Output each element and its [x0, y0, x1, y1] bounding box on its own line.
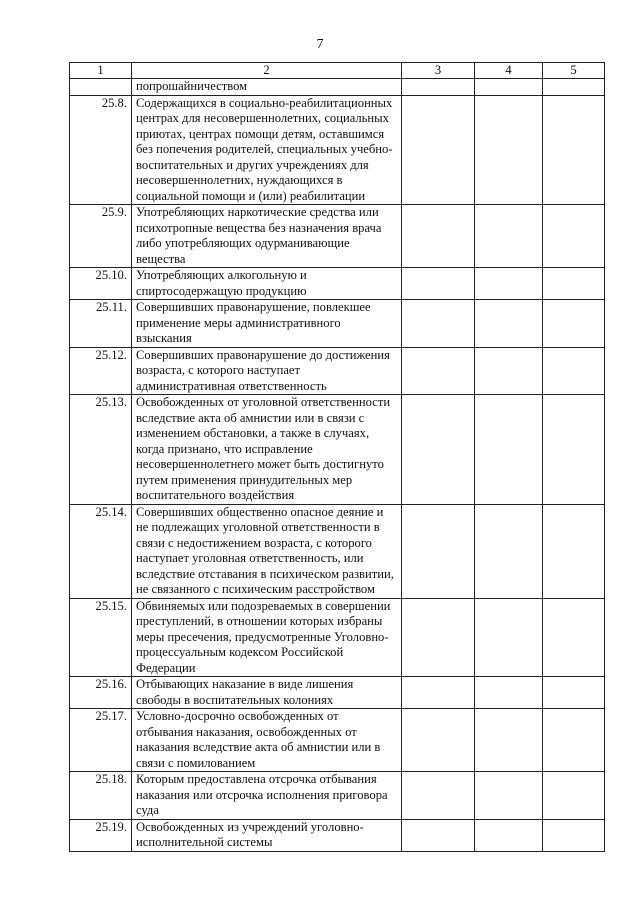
row-description-cell: Условно-досрочно освобожденных от отбывания наказания, освобожденных от наказания вследствие акта об амнистии или в связи с помилованием: [132, 709, 402, 772]
column-4-cell: [475, 395, 543, 505]
column-4-cell: [475, 598, 543, 677]
table-row: [70, 819, 605, 851]
row-description-cell: Которым предоставлена отсрочка отбывания наказания или отсрочка исполнения приговора суда: [132, 772, 402, 820]
table-row: [70, 598, 605, 677]
column-4-cell: [475, 205, 543, 268]
row-number-cell: 25.19.: [70, 819, 132, 851]
column-header: 4: [475, 63, 543, 79]
column-3-cell: [402, 300, 475, 348]
table-row: [70, 268, 605, 300]
row-number-cell: 25.16.: [70, 677, 132, 709]
table-row: [70, 205, 605, 268]
row-number-cell: 25.17.: [70, 709, 132, 772]
table-row: [70, 347, 605, 395]
row-number-cell: [70, 79, 132, 96]
column-4-cell: [475, 300, 543, 348]
column-3-cell: [402, 819, 475, 851]
row-description-cell: Освобожденных из учреждений уголовно-исполнительной системы: [132, 819, 402, 851]
column-header: 5: [543, 63, 605, 79]
report-table: [69, 62, 605, 852]
row-number-cell: 25.9.: [70, 205, 132, 268]
row-number-cell: 25.18.: [70, 772, 132, 820]
column-3-cell: [402, 504, 475, 598]
row-number-cell: 25.11.: [70, 300, 132, 348]
column-3-cell: [402, 598, 475, 677]
column-header: 3: [402, 63, 475, 79]
page-number: 7: [316, 37, 324, 52]
column-5-cell: [543, 504, 605, 598]
column-3-cell: [402, 709, 475, 772]
row-number-cell: 25.8.: [70, 95, 132, 205]
column-4-cell: [475, 677, 543, 709]
row-description-cell: Совершивших правонарушение до достижения возраста, с которого наступает административная ответственность: [132, 347, 402, 395]
row-description-cell: попрошайничеством: [132, 79, 402, 96]
column-5-cell: [543, 772, 605, 820]
table-row: [70, 677, 605, 709]
table-row: [70, 395, 605, 505]
column-4-cell: [475, 79, 543, 96]
row-number-cell: 25.13.: [70, 395, 132, 505]
table-row: [70, 300, 605, 348]
row-description-cell: Употребляющих алкогольную и спиртосодержащую продукцию: [132, 268, 402, 300]
column-3-cell: [402, 79, 475, 96]
row-description-cell: Употребляющих наркотические средства или психотропные вещества без назначения врача либо употребляющих одурманивающие вещества: [132, 205, 402, 268]
column-5-cell: [543, 819, 605, 851]
column-4-cell: [475, 268, 543, 300]
column-header: 2: [132, 63, 402, 79]
column-4-cell: [475, 504, 543, 598]
column-3-cell: [402, 347, 475, 395]
column-5-cell: [543, 709, 605, 772]
column-5-cell: [543, 395, 605, 505]
column-5-cell: [543, 347, 605, 395]
table-row: [70, 772, 605, 820]
table-row: [70, 95, 605, 205]
table-row: [70, 504, 605, 598]
column-5-cell: [543, 598, 605, 677]
column-5-cell: [543, 677, 605, 709]
column-5-cell: [543, 268, 605, 300]
row-description-cell: Совершивших правонарушение, повлекшее применение меры административного взыскания: [132, 300, 402, 348]
column-5-cell: [543, 79, 605, 96]
row-number-cell: 25.12.: [70, 347, 132, 395]
column-5-cell: [543, 300, 605, 348]
header-row: [70, 63, 605, 79]
column-3-cell: [402, 772, 475, 820]
table-row: [70, 709, 605, 772]
row-description-cell: Совершивших общественно опасное деяние и не подлежащих уголовной ответственности в связи с недостижением возраста, с которого наступает уголовная ответственность, или вследствие отставания в психическом развитии, не связанного с психическим расстройством: [132, 504, 402, 598]
table-row: [70, 79, 605, 96]
row-number-cell: 25.10.: [70, 268, 132, 300]
row-description-cell: Освобожденных от уголовной ответственности вследствие акта об амнистии или в связи с изменением обстановки, а также в случаях, когда признано, что исправление несовершеннолетнего может быть достигнуто путем применения принудительных мер воспитательного воздействия: [132, 395, 402, 505]
column-3-cell: [402, 205, 475, 268]
column-3-cell: [402, 395, 475, 505]
column-4-cell: [475, 709, 543, 772]
column-3-cell: [402, 95, 475, 205]
column-4-cell: [475, 347, 543, 395]
row-description-cell: Отбывающих наказание в виде лишения свободы в воспитательных колониях: [132, 677, 402, 709]
row-description-cell: Обвиняемых или подозреваемых в совершении преступлений, в отношении которых избраны меры пресечения, предусмотренные Уголовно-процессуальным кодексом Российской Федерации: [132, 598, 402, 677]
column-5-cell: [543, 95, 605, 205]
column-header: 1: [70, 63, 132, 79]
row-description-cell: Содержащихся в социально-реабилитационных центрах для несовершеннолетних, социальных приютах, центрах помощи детям, оставшимся без попечения родителей, специальных учебно-воспитательных и других учреждениях для несовершеннолетних, нуждающихся в социальной помощи и (или) реабилитации: [132, 95, 402, 205]
column-3-cell: [402, 677, 475, 709]
row-number-cell: 25.14.: [70, 504, 132, 598]
column-5-cell: [543, 205, 605, 268]
column-3-cell: [402, 268, 475, 300]
row-number-cell: 25.15.: [70, 598, 132, 677]
column-4-cell: [475, 819, 543, 851]
column-4-cell: [475, 772, 543, 820]
column-4-cell: [475, 95, 543, 205]
